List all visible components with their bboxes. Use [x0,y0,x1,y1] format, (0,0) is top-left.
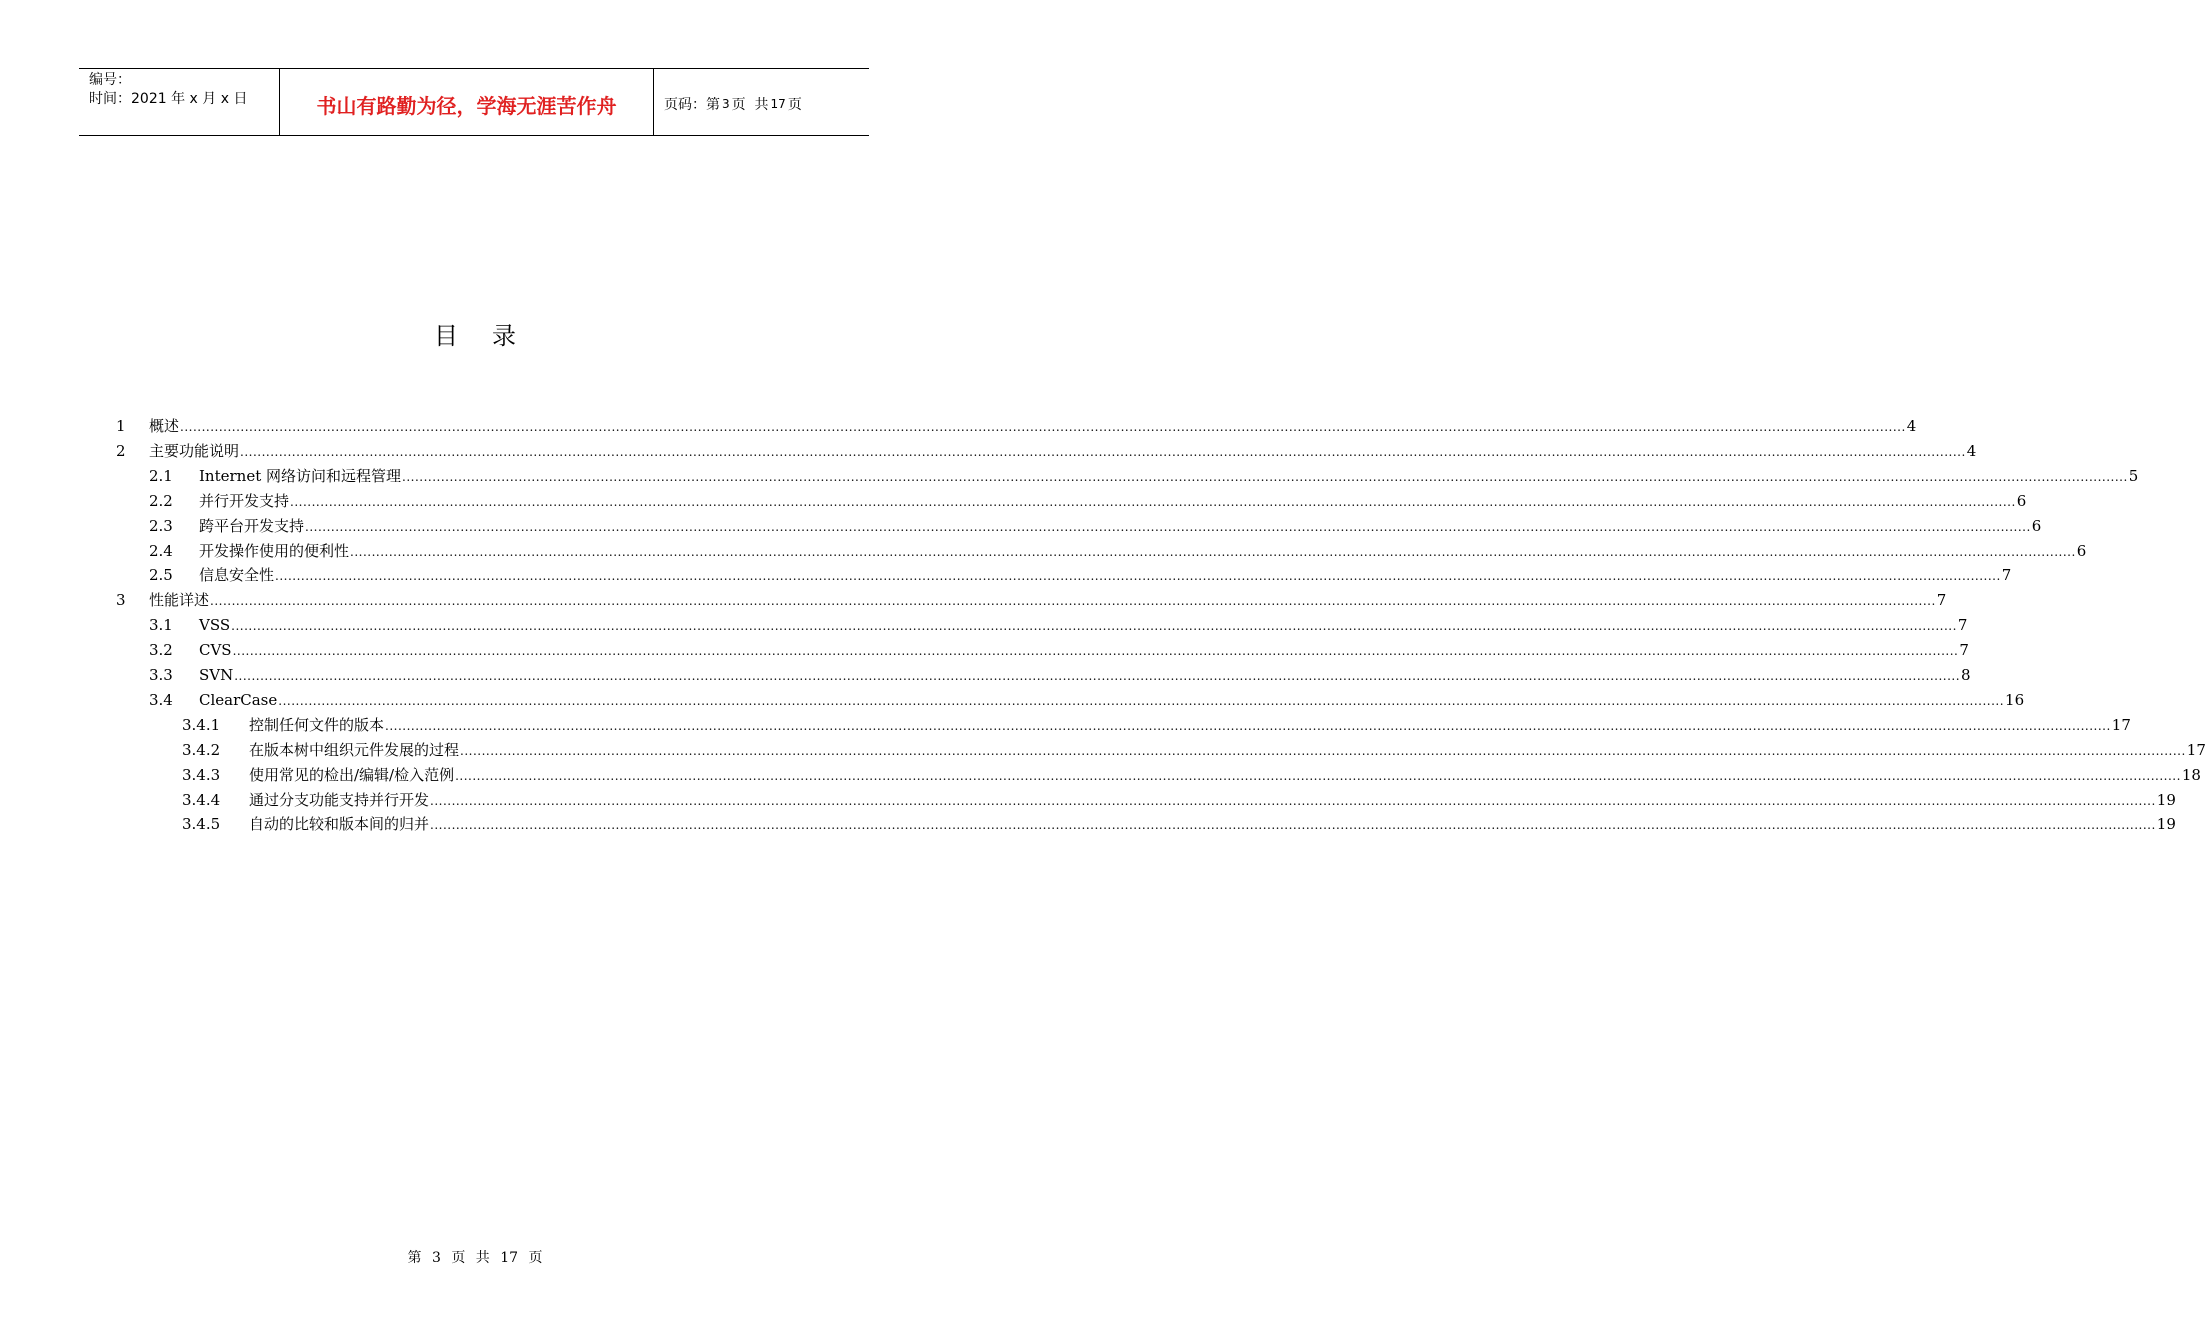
toc-entry-label: 自动的比较和版本间的归并 [249,815,430,834]
toc-entry-label: 性能详述 [149,591,210,610]
toc-entry-page: 7 [1959,641,1969,660]
toc-leader-dots: ................................................................................................................................................................................................................................................................................................................................................................................................................ [430,793,2156,808]
toc-leader-dots: ................................................................................................................................................................................................................................................................................................................................................................................................................ [290,494,2016,509]
toc-entry-number: 1 [116,417,126,435]
toc-entry-page: 6 [2031,516,2042,535]
toc-entry-label: 控制任何文件的版本 [249,715,385,734]
toc-entry-number: 2.1 [149,466,173,485]
toc-entry-number: 2.2 [149,491,173,510]
toc-entry-page: 17 [2111,715,2131,734]
toc-entry[interactable] [0,464,2139,488]
footer-total: 17 [500,1250,519,1266]
toc-entry[interactable] [0,588,1947,612]
toc-entry-number: 3.4 [149,690,173,709]
page-mid: 页 共 [731,97,769,113]
toc-entry[interactable] [0,738,2206,762]
toc-entry-page: 17 [2186,740,2206,759]
toc-entry-page: 6 [2016,491,2027,510]
page-total: 17 [770,97,786,111]
toc-entry-label: 主要功能说明 [149,441,240,460]
toc-entry-page: 4 [1906,417,1917,435]
toc-entry[interactable] [0,613,1968,637]
toc-entry-number: 2 [116,441,126,460]
toc-entry-page: 19 [2156,815,2176,834]
toc-entry-number: 3 [116,591,126,610]
page-current: 3 [722,97,730,111]
footer-mid1: 页 [451,1250,466,1266]
toc-entry[interactable] [0,489,2027,513]
toc-entry-number: 3.1 [149,616,173,635]
toc-leader-dots: ................................................................................................................................................................................................................................................................................................................................................................................................................ [234,669,1961,683]
toc-leader-dots: ................................................................................................................................................................................................................................................................................................................................................................................................................ [232,644,1959,659]
toc-entry-label: CVS [199,641,232,660]
toc-entry-page: 19 [2156,790,2176,809]
toc-entry-label: 并行开发支持 [199,491,290,510]
toc-entry[interactable] [0,439,1977,463]
page-prefix: 页码：第 [664,97,720,113]
toc-entry-label: Internet 网络访问和远程管理 [199,466,401,485]
toc-leader-dots: ................................................................................................................................................................................................................................................................................................................................................................................................................ [385,718,2111,733]
toc-entry[interactable] [0,414,1917,438]
toc-entry-label: 通过分支功能支持并行开发 [249,790,430,809]
toc-entry-page: 6 [2076,541,2087,560]
toc-entry-label: 使用常见的检出/编辑/检入范例 [249,765,455,784]
toc-entry-number: 3.4.4 [182,790,221,809]
toc-entry[interactable] [0,788,2176,812]
toc-entry-label: 概述 [149,417,180,435]
toc-entry[interactable] [0,539,2087,563]
toc-entry[interactable] [0,763,2201,787]
toc-entry-label: SVN [199,666,234,684]
toc-entry-page: 7 [1936,591,1947,610]
toc-leader-dots: ................................................................................................................................................................................................................................................................................................................................................................................................................ [180,420,1906,434]
toc-entry-label: 信息安全性 [199,566,275,585]
toc-entry-number: 3.2 [149,641,173,660]
toc-entry-label: ClearCase [199,690,278,709]
header-meta [79,69,280,135]
toc-entry-page: 7 [2001,566,2012,585]
toc-leader-dots: ................................................................................................................................................................................................................................................................................................................................................................................................................ [275,569,2001,584]
toc-entry-page: 5 [2128,466,2139,485]
toc-leader-dots: ................................................................................................................................................................................................................................................................................................................................................................................................................ [305,519,2031,534]
toc-entry[interactable] [0,663,1971,687]
toc-entry-page: 18 [2181,765,2201,784]
toc-leader-dots: ................................................................................................................................................................................................................................................................................................................................................................................................................ [231,619,1957,634]
toc-entry-number: 3.3 [149,666,173,684]
serial-label: 编号： [89,72,131,88]
footer-prefix: 第 [407,1250,422,1266]
toc-entry-page: 4 [1966,441,1977,460]
time-label: 时间：2021 年 x 月 x 日 [89,91,248,107]
toc-entry-page: 16 [2005,690,2025,709]
toc-leader-dots: ................................................................................................................................................................................................................................................................................................................................................................................................................ [455,768,2181,783]
toc-entry[interactable] [0,514,2042,538]
toc-title-char-2: 录 [492,322,516,350]
toc-entry-label: VSS [199,616,231,635]
page-footer [0,1247,950,1267]
toc-title [0,316,950,351]
toc-entry[interactable] [0,638,1969,662]
toc-entry-label: 在版本树中组织元件发展的过程 [249,740,460,759]
footer-current: 3 [431,1250,441,1266]
page-suffix: 页 [787,97,802,113]
toc-entry[interactable] [0,563,2012,587]
toc-entry[interactable] [0,688,2025,712]
toc-entry-number: 2.3 [149,516,173,535]
toc-entry-number: 2.5 [149,566,173,585]
toc-leader-dots: ................................................................................................................................................................................................................................................................................................................................................................................................................ [402,469,2128,484]
toc-entry-page: 8 [1961,666,1971,684]
toc-leader-dots: ................................................................................................................................................................................................................................................................................................................................................................................................................ [278,693,2005,708]
toc-entry-number: 3.4.3 [182,765,221,784]
toc-title-char-1: 目 [434,322,458,350]
footer-suffix: 页 [528,1250,543,1266]
toc-entry[interactable] [0,812,2176,836]
toc-leader-dots: ................................................................................................................................................................................................................................................................................................................................................................................................................ [430,818,2156,833]
toc-entry-number: 3.4.1 [182,715,221,734]
toc-leader-dots: ................................................................................................................................................................................................................................................................................................................................................................................................................ [460,743,2186,758]
toc-entry-label: 跨平台开发支持 [199,516,305,535]
toc-leader-dots: ................................................................................................................................................................................................................................................................................................................................................................................................................ [210,594,1936,609]
toc-entry-number: 2.4 [149,541,173,560]
toc-entry-label: 开发操作使用的便利性 [199,541,350,560]
header-page-info [654,69,869,135]
toc-entry-number: 3.4.5 [182,815,221,834]
header-motto: 书山有路勤为径，学海无涯苦作舟 [280,69,654,135]
footer-mid2: 共 [475,1250,490,1266]
toc-leader-dots: ................................................................................................................................................................................................................................................................................................................................................................................................................ [350,544,2076,559]
page-header [79,68,869,136]
toc-entry-page: 7 [1957,616,1968,635]
toc-entry[interactable] [0,713,2131,737]
toc-entry-number: 3.4.2 [182,740,221,759]
toc-leader-dots: ................................................................................................................................................................................................................................................................................................................................................................................................................ [240,444,1966,459]
